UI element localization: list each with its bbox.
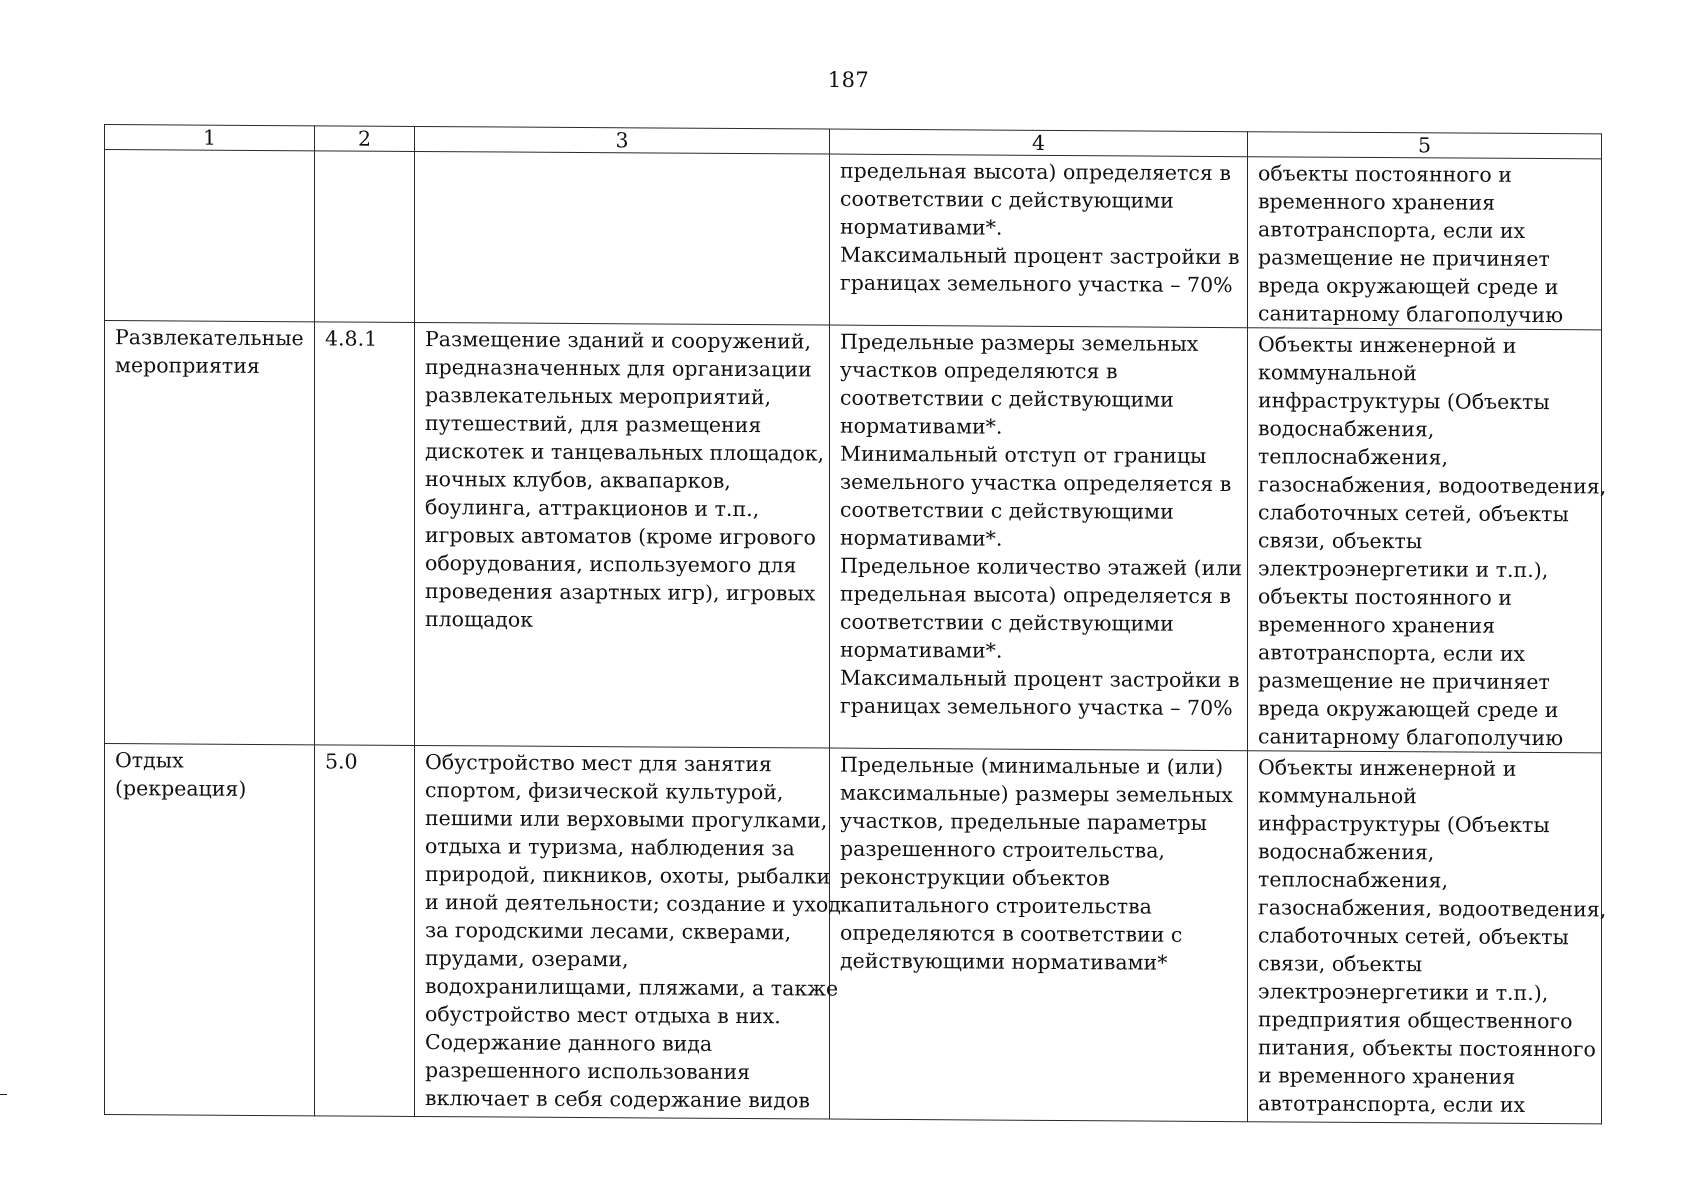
cell-text-line: временного хранения (1258, 612, 1496, 638)
cell-text-line: предназначенных для организации (425, 355, 812, 382)
cell-text-line: дискотек и танцевальных площадок, (425, 439, 825, 466)
cell-text-line: автотранспорта, если их (1258, 640, 1526, 666)
column-header-4: 4 (830, 129, 1248, 157)
cell-text-line: и иной деятельности; создание и уход (425, 890, 841, 917)
cell-use-code (315, 151, 415, 323)
cell-text-line: предприятия общественного (1258, 1007, 1573, 1034)
cell-text-line: и временного хранения (1258, 1063, 1516, 1089)
cell-text-line: 4.8.1 (325, 326, 378, 351)
cell-text-line: слаботочных сетей, объекты (1258, 923, 1569, 950)
cell-text-line: Содержание данного вида (425, 1030, 713, 1056)
cell-text-line: объекты постоянного и (1258, 161, 1512, 187)
cell-parameters (830, 748, 1248, 1122)
cell-use-code (315, 745, 415, 1117)
cell-text-line: слаботочных сетей, объекты (1258, 500, 1569, 527)
cell-text-line: размещение не причиняет (1258, 668, 1550, 695)
table-row-recreation (105, 744, 1602, 1124)
cell-text-line: автотранспорта, если их (1258, 217, 1526, 243)
cell-text-line: связи, объекты (1258, 528, 1423, 554)
cell-text-line: площадок (425, 607, 534, 632)
cell-text-line: Максимальный процент застройки в (840, 242, 1240, 270)
cell-text-line: теплоснабжения, (1258, 867, 1448, 893)
cell-auxiliary-uses (1248, 328, 1607, 753)
cell-text-line: теплоснабжения, (1258, 444, 1448, 470)
cell-text-line: временного хранения (1258, 189, 1496, 215)
cell-use-name (105, 321, 315, 745)
cell-text-line: за городскими лесами, скверами, (425, 918, 792, 945)
cell-text-line: границах земельного участка – 70% (840, 270, 1233, 298)
cell-text-line: путешествий, для размещения (425, 411, 762, 438)
cell-text-line: прудами, озерами, (425, 946, 629, 972)
cell-text-line: соответствии с действующими (840, 609, 1174, 636)
cell-text-line: пешими или верховыми прогулками, (425, 806, 828, 833)
cell-text-line: оборудования, используемого для (425, 551, 797, 578)
cell-text-line: участков определяются в (840, 357, 1118, 384)
cell-text-line: нормативами*. (840, 637, 1003, 663)
cell-text-line: коммунальной (1258, 360, 1417, 386)
cell-auxiliary-uses (1248, 157, 1602, 330)
cell-text-line: капитального строительства (840, 892, 1152, 919)
cell-text-line: газоснабжения, водоотведения, (1258, 895, 1607, 922)
cell-text-line: питания, объекты постоянного (1258, 1035, 1596, 1062)
cell-text-line: предельная высота) определяется в (840, 581, 1231, 609)
cell-use-description (415, 745, 841, 1119)
table-row-continuation (105, 150, 1602, 330)
column-header-3: 3 (415, 126, 830, 154)
cell-text-line: вреда окружающей среде и (1258, 696, 1559, 723)
cell-text-line: отдыха и туризма, наблюдения за (425, 834, 795, 861)
cell-text-line: Объекты инженерной и (1258, 755, 1517, 781)
cell-text-line: разрешенного использования (425, 1058, 751, 1085)
cell-use-description (415, 151, 830, 325)
cell-text-line: электроэнергетики и т.п.), (1258, 979, 1549, 1006)
cell-text-line: Предельные размеры земельных (840, 329, 1199, 356)
column-header-5: 5 (1248, 132, 1602, 159)
cell-text-line: игровых автоматов (кроме игрового (425, 523, 816, 550)
cell-text-line: включает в себя содержание видов (425, 1086, 810, 1113)
land-use-table (104, 124, 1607, 1124)
page-number: 187 (827, 68, 870, 92)
cell-text-line: предельная высота) определяется в (840, 158, 1231, 186)
cell-text-line: коммунальной (1258, 783, 1417, 809)
cell-text-line: санитарному благополучию (1258, 724, 1564, 751)
cell-text-line: боулинга, аттракционов и т.п., (425, 495, 760, 522)
cell-text-line: развлекательных мероприятий, (425, 383, 772, 410)
cell-text-line: природой, пикников, охоты, рыбалки (425, 862, 831, 889)
column-header-2: 2 (315, 126, 415, 152)
cell-text-line: мероприятия (115, 353, 260, 378)
cell-text-line: инфраструктуры (Объекты (1258, 811, 1550, 838)
cell-text-line: нормативами*. (840, 413, 1003, 439)
cell-text-line: газоснабжения, водоотведения, (1258, 472, 1607, 499)
cell-text-line: объекты постоянного и (1258, 584, 1512, 610)
cell-text-line: соответствии с действующими (840, 186, 1174, 213)
cell-use-name (105, 744, 315, 1116)
cell-text-line: вреда окружающей среде и (1258, 273, 1559, 300)
cell-text-line: Минимальный отступ от границы (840, 441, 1207, 468)
cell-text-line: Предельное количество этажей (или (840, 553, 1243, 581)
cell-text-line: нормативами*. (840, 214, 1003, 240)
cell-text-line: водохранилищами, пляжами, а также (425, 974, 839, 1001)
cell-text-line: водоснабжения, (1258, 416, 1435, 442)
cell-text-line: нормативами*. (840, 525, 1003, 551)
cell-text-line: автотранспорта, если их (1258, 1091, 1526, 1117)
margin-mark (0, 1094, 7, 1095)
cell-text-line: разрешенного строительства, (840, 836, 1165, 863)
cell-text-line: спортом, физической культурой, (425, 778, 784, 805)
cell-use-name (105, 150, 315, 322)
cell-text-line: связи, объекты (1258, 951, 1423, 977)
cell-text-line: санитарному благополучию (1258, 301, 1564, 328)
cell-text-line: водоснабжения, (1258, 839, 1435, 865)
cell-text-line: Обустройство мест для занятия (425, 750, 772, 777)
cell-text-line: Развлекательные (115, 325, 304, 351)
cell-text-line: границах земельного участка – 70% (840, 693, 1233, 721)
cell-auxiliary-uses (1248, 751, 1607, 1124)
cell-text-line: определяются в соответствии с (840, 920, 1183, 947)
cell-text-line: размещение не причиняет (1258, 245, 1550, 272)
cell-text-line: Отдых (115, 748, 184, 773)
cell-text-line: обустройство мест отдыха в них. (425, 1002, 781, 1029)
cell-text-line: реконструкции объектов (840, 864, 1110, 891)
table-row-entertainment (105, 321, 1602, 753)
cell-text-line: проведения азартных игр), игровых (425, 579, 816, 606)
cell-text-line: участков, предельные параметры (840, 808, 1207, 835)
cell-text-line: электроэнергетики и т.п.), (1258, 556, 1549, 583)
cell-text-line: соответствии с действующими (840, 497, 1174, 524)
cell-use-description (415, 322, 830, 748)
cell-text-line: соответствии с действующими (840, 385, 1174, 412)
cell-parameters (830, 154, 1248, 328)
cell-text-line: максимальные) размеры земельных (840, 780, 1233, 808)
cell-text-line: инфраструктуры (Объекты (1258, 388, 1550, 415)
cell-use-code (315, 322, 415, 746)
cell-parameters (830, 325, 1248, 751)
column-header-1: 1 (105, 125, 315, 151)
cell-text-line: ночных клубов, аквапарков, (425, 467, 731, 493)
cell-text-line: действующими нормативами* (840, 948, 1168, 975)
cell-text-line: 5.0 (325, 749, 358, 774)
cell-text-line: (рекреация) (115, 776, 247, 801)
cell-text-line: Максимальный процент застройки в (840, 665, 1240, 693)
cell-text-line: Размещение зданий и сооружений, (425, 327, 811, 354)
cell-text-line: Предельные (минимальные и (или) (840, 752, 1224, 780)
cell-text-line: земельного участка определяется в (840, 469, 1232, 497)
cell-text-line: Объекты инженерной и (1258, 332, 1517, 358)
